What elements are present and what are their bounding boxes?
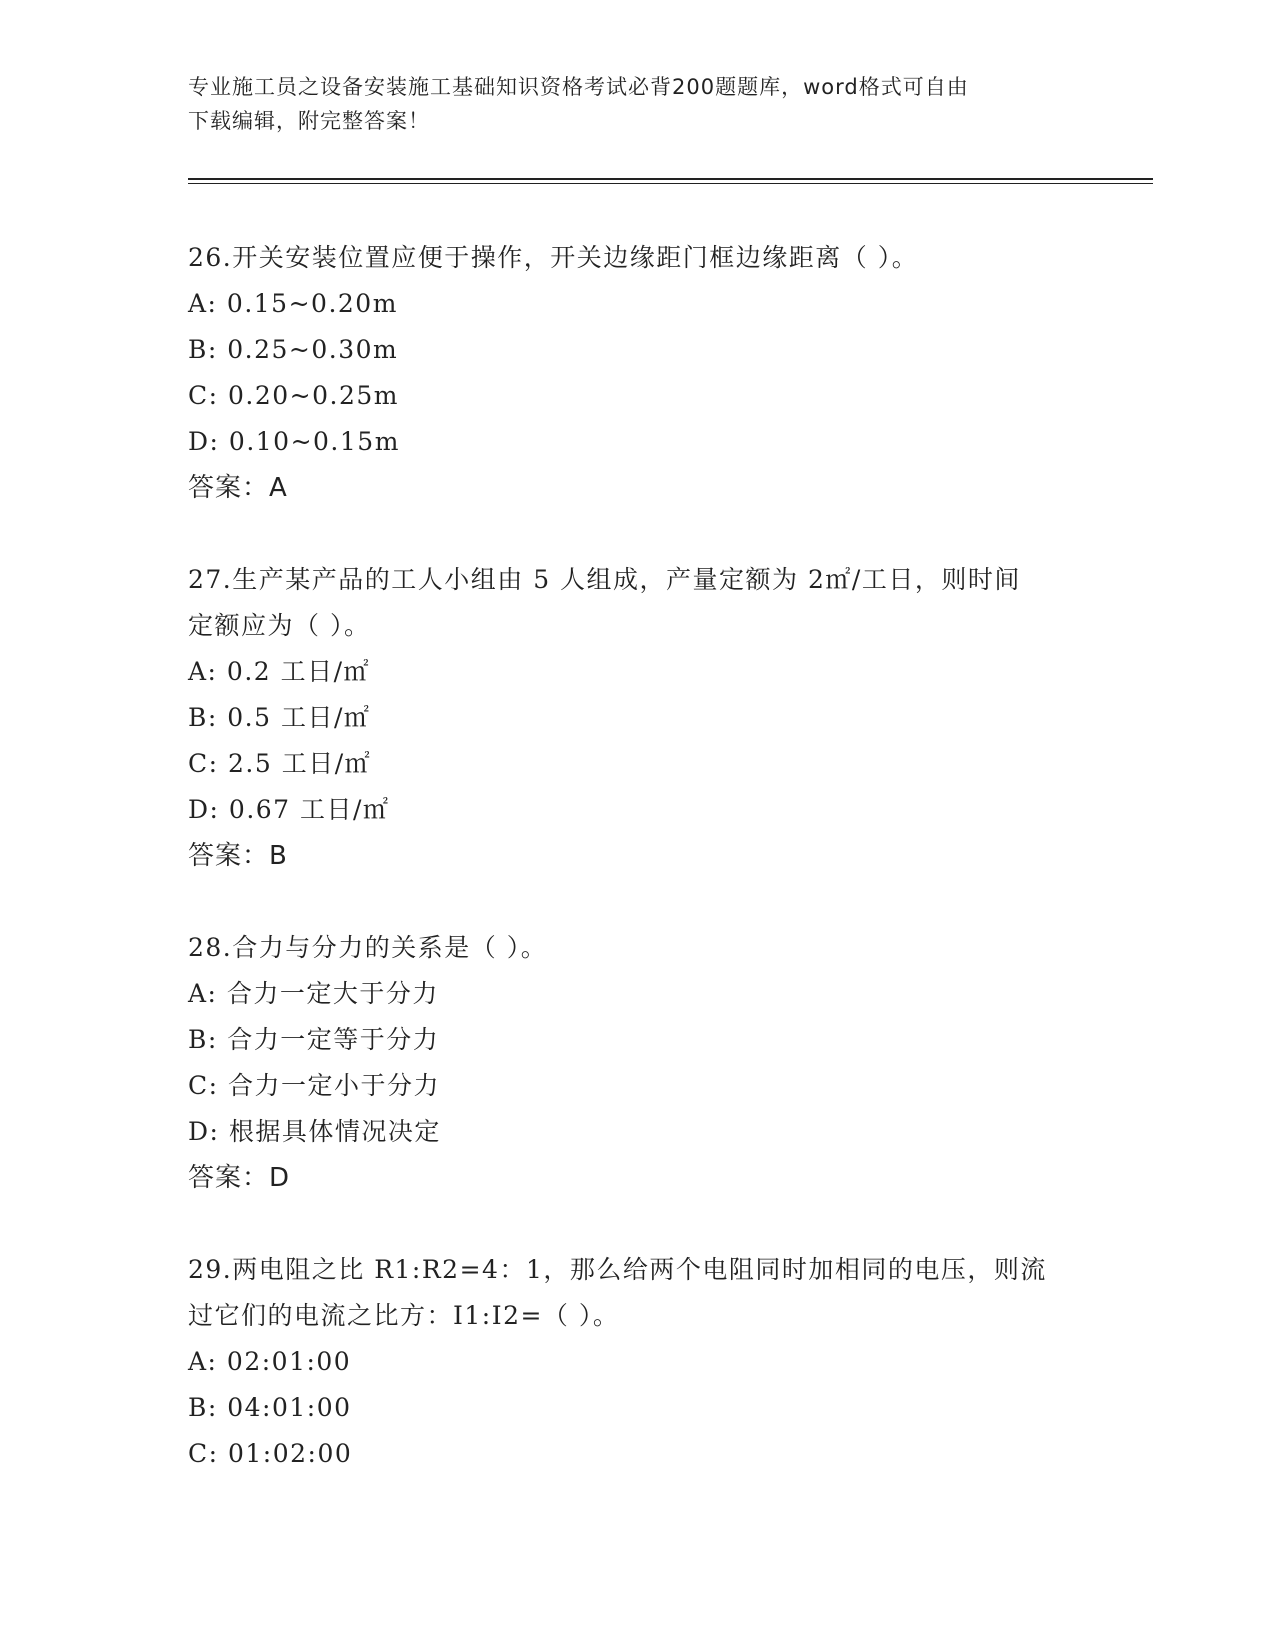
option-a: A: 合力一定大于分力 xyxy=(188,979,439,1008)
question-list xyxy=(188,235,1108,1523)
question-stem: 26.开关安装位置应便于操作，开关边缘距门框边缘距离（ ）。 xyxy=(188,243,919,272)
option-c: C: 0.20~0.25m xyxy=(188,381,399,410)
question-block xyxy=(188,235,1108,511)
question-stem: 过它们的电流之比方：I1:I2=（ ）。 xyxy=(188,1301,620,1330)
question-block xyxy=(188,1247,1108,1477)
question-block xyxy=(188,557,1108,879)
header-divider-thin xyxy=(188,183,1153,184)
option-c: C: 2.5 工日/㎡ xyxy=(188,749,372,778)
option-d: D: 根据具体情况决定 xyxy=(188,1117,441,1146)
document-header xyxy=(188,70,1088,138)
option-a: A: 0.2 工日/㎡ xyxy=(188,657,371,686)
option-b: B: 0.5 工日/㎡ xyxy=(188,703,371,732)
question-stem: 27.生产某产品的工人小组由 5 人组成，产量定额为 2㎡/工日，则时间 xyxy=(188,565,1021,594)
option-b: B: 04:01:00 xyxy=(188,1393,352,1422)
question-stem: 定额应为（ ）。 xyxy=(188,611,371,640)
option-b: B: 合力一定等于分力 xyxy=(188,1025,440,1054)
answer-label: 答案：D xyxy=(188,1163,291,1193)
option-d: D: 0.67 工日/㎡ xyxy=(188,795,390,824)
option-a: A: 02:01:00 xyxy=(188,1347,352,1376)
option-c: C: 合力一定小于分力 xyxy=(188,1071,440,1100)
question-block xyxy=(188,925,1108,1201)
header-line-1: 专业施工员之设备安装施工基础知识资格考试必背200题题库，word格式可自由 xyxy=(188,75,969,99)
option-b: B: 0.25~0.30m xyxy=(188,335,399,364)
option-d: D: 0.10~0.15m xyxy=(188,427,400,456)
answer-label: 答案：A xyxy=(188,473,288,503)
header-line-2: 下载编辑，附完整答案！ xyxy=(188,109,430,133)
option-c: C: 01:02:00 xyxy=(188,1439,353,1468)
option-a: A: 0.15~0.20m xyxy=(188,289,398,318)
answer-label: 答案：B xyxy=(188,841,288,871)
question-stem: 29.两电阻之比 R1:R2=4：1，那么给两个电阻同时加相同的电压，则流 xyxy=(188,1255,1047,1284)
question-stem: 28.合力与分力的关系是（ ）。 xyxy=(188,933,548,962)
header-divider xyxy=(188,178,1153,180)
